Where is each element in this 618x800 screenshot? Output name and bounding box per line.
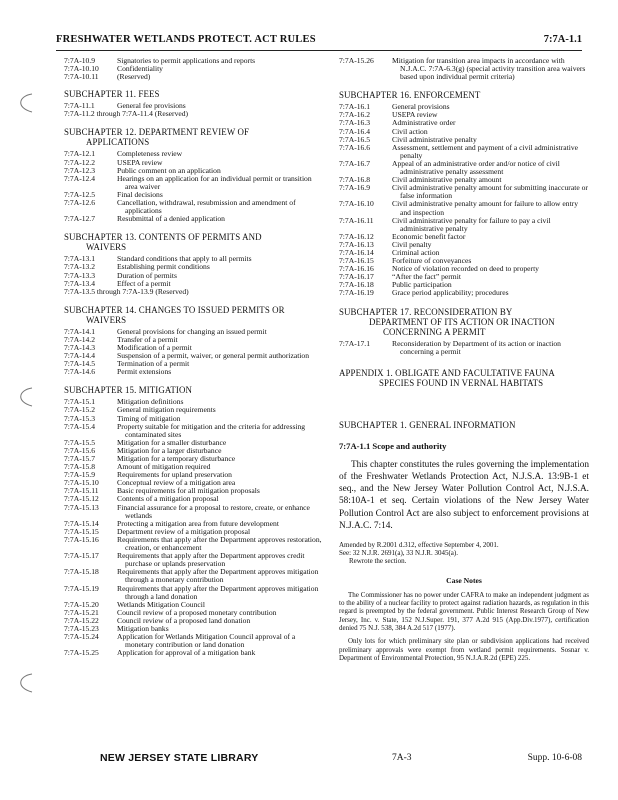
section-title: Council review of a proposed monetary contribution [117,607,277,617]
toc-entry [64,288,322,296]
toc-list [64,255,322,295]
section-title: Assessment, settlement and payment of a civil administrative penalty [392,142,579,160]
case-note: Only lots for which preliminary site plan or subdivision applications had received preliminary approvals were exempt from wetland permit requirements. Sosnar v. Department of Environmental Protection, 95 N.J.A.R.2d (EPE) 225. [339,637,589,662]
section-title: USEPA review [392,110,438,120]
section-title: USEPA review [117,157,163,167]
page-footer [100,752,582,766]
section-title: Public comment on an application [117,165,221,175]
toc-list [64,328,322,377]
section-number: 7:7A-13.3 [64,270,96,280]
toc-entry [339,273,589,281]
section-number: 7:7A-15.16 [64,534,99,544]
section-title: Mitigation banks [117,623,169,633]
section-number: 7:7A-15.24 [64,632,99,642]
section-title: Department review of a mitigation proposal [117,526,251,536]
toc-entry [64,150,322,158]
toc-entry [339,103,589,111]
subchapter-heading: SUBCHAPTER 15. MITIGATION [64,385,192,396]
toc-entry [64,175,322,191]
section-title: Effect of a permit [117,278,171,288]
section-number: 7:7A-16.18 [339,280,374,290]
section-title: Grace period applicability; procedures [392,288,509,298]
section-number: 7:7A-12.1 [64,149,96,159]
toc-entry [64,57,322,65]
section-title: Conceptual review of a mitigation area [117,478,236,488]
toc-entry [339,160,589,176]
section-title: Administrative order [392,118,456,128]
section-number: 7:7A-16.2 [339,110,371,120]
section-number: 7:7A-15.9 [64,470,96,480]
section-number: 7:7A-12.7 [64,214,96,224]
section-number: 7:7A-15.17 [64,551,99,561]
toc-entry [64,272,322,280]
section-number: 7:7A-15.5 [64,437,96,447]
appendix-heading: APPENDIX 1. OBLIGATE AND FACULTATIVE FAUNA SPECIES FOUND IN VERNAL HABITATS [339,367,555,388]
rule-body-text: This chapter constitutes the rules governing the implementation of the Freshwater Wetlands Protection Act, N.J.S.A. 13:9B-1 et seq., and the New Jersey Water Pollution Control Act, N.J.S.A. 58:10A-1 et seq. Certain violations of the New Jersey Water Pollution Control Act are also subject to enforcement provisions at N.J.A.C. 7:14. [339,459,589,531]
section-number: 7:7A-16.17 [339,272,374,282]
toc-list [64,398,322,657]
subchapter-heading: SUBCHAPTER 12. DEPARTMENT REVIEW OF APPLICATIONS [64,127,250,148]
section-title: General provisions [392,102,450,112]
subchapter-heading: SUBCHAPTER 17. RECONSIDERATION BY DEPARTMENT OF ITS ACTION OR INACTION CONCERNING A PERMIT [339,306,555,337]
section-title: Economic benefit factor [392,231,466,241]
section-title: Requirements for upland preservation [117,470,232,480]
toc-entry [64,360,322,368]
toc-entry [64,536,322,552]
toc-entry-text: 7:7A-13.5 through 7:7A-13.9 (Reserved) [64,286,189,296]
section-number: 7:7A-16.7 [339,158,371,168]
section-number: 7:7A-15.19 [64,583,99,593]
section-number: 7:7A-15.13 [64,502,99,512]
section-number: 7:7A-17.1 [339,338,371,348]
section-title: “After the fact” permit [392,272,461,282]
toc-entry [339,217,589,233]
section-title: Application for approval of a mitigation bank [117,648,256,658]
section-title: Duration of permits [117,270,177,280]
section-number: 7:7A-16.15 [339,256,374,266]
section-number: 7:7A-16.13 [339,239,374,249]
section-number: 7:7A-15.6 [64,445,96,455]
section-number: 7:7A-14.4 [64,351,96,361]
section-number: 7:7A-15.11 [64,486,99,496]
toc-entry [64,65,322,73]
section-title: Requirements that apply after the Department approves mitigation through a monetary contribution [117,567,319,585]
section-title: Mitigation for a smaller disturbance [117,437,227,447]
section-title: Termination of a permit [117,359,190,369]
section-number: 7:7A-15.15 [64,526,99,536]
section-number: 7:7A-13.4 [64,278,96,288]
toc-entry [64,368,322,376]
case-note: The Commissioner has no power under CAFRA to make an independent judgment as to the ability of a nuclear facility to protect against radiation hazards, as regulation in this regard is preempted by the federal government. Public Interest Research Group of New Jersey, Inc. v. State, 152 N.J.Super. 191, 377 A.2d 915 (App.Div.1977), certification denied 75 N.J. 538, 384 A.2d 517 (1977). [339,590,589,632]
section-number: 7:7A-15.8 [64,462,96,472]
section-title: Establishing permit conditions [117,262,210,272]
section-title: Completeness review [117,149,183,159]
section-number: 7:7A-15.12 [64,494,99,504]
section-number: 7:7A-16.5 [339,134,371,144]
section-number: 7:7A-16.19 [339,288,374,298]
section-title: Civil administrative penalty amount for failure to allow entry and inspection [392,199,578,217]
section-title: Signatories to permit applications and reports [117,56,256,65]
binder-hole-mark [10,92,36,114]
section-title: Confidentiality [117,64,163,74]
section-number: 7:7A-16.4 [339,126,371,136]
section-number: 7:7A-15.18 [64,567,99,577]
toc-entry [64,585,322,601]
toc-list [339,340,589,356]
section-number: 7:7A-16.16 [339,264,374,274]
section-title: Transfer of a permit [117,334,178,344]
section-title: Civil administrative penalty [392,134,477,144]
section-title: Mitigation definitions [117,397,184,407]
toc-entry [339,289,589,297]
section-title: Basic requirements for all mitigation proposals [117,486,260,496]
toc-entry [64,352,322,360]
section-title: Modification of a permit [117,342,192,352]
section-number: 7:7A-14.6 [64,367,96,377]
toc-entry [64,568,322,584]
section-number: 7:7A-10.10 [64,64,99,74]
section-title: Standard conditions that apply to all permits [117,254,252,264]
section-number: 7:7A-15.23 [64,623,99,633]
section-title: Forfeiture of conveyances [392,256,472,266]
toc-entry [339,265,589,273]
section-number: 7:7A-14.5 [64,359,96,369]
section-number: 7:7A-14.2 [64,334,96,344]
left-column [64,57,322,657]
section-title: Application for Wetlands Mitigation Council approval of a monetary contribution or land donation [117,632,296,650]
rule-heading: 7:7A-1.1 Scope and authority [339,440,447,451]
section-title: Civil administrative penalty for failure to pay a civil administrative penalty [392,215,551,233]
section-number: 7:7A-12.5 [64,189,96,199]
toc-entry [64,110,322,118]
section-title: Permit extensions [117,367,172,377]
section-title: Appeal of an administrative order and/or notice of civil administrative penalty assessment [392,158,560,177]
section-title: Requirements that apply after the Department approves credit purchase or uplands preservation [117,551,305,569]
section-title: General mitigation requirements [117,405,216,415]
binder-hole-mark [10,672,36,694]
section-title: Council review of a proposed land donation [117,615,251,625]
toc-entry [64,406,322,414]
subchapter-heading: SUBCHAPTER 13. CONTENTS OF PERMITS AND WAIVERS [64,232,262,253]
section-title: General fee provisions [117,101,186,111]
subchapter-1-heading: SUBCHAPTER 1. GENERAL INFORMATION [339,419,516,430]
section-number: 7:7A-12.3 [64,165,96,175]
section-title: Wetlands Mitigation Council [117,599,205,609]
section-title: Financial assurance for a proposal to restore, create, or enhance wetlands [117,502,310,520]
toc-entry [64,617,322,625]
toc-entry [64,215,322,223]
toc-entry [64,552,322,568]
see-note: See: 32 N.J.R. 2691(a), 33 N.J.R. 3045(a). [339,549,458,558]
section-number: 7:7A-12.2 [64,157,96,167]
section-title: Suspension of a permit, waiver, or general permit authorization [117,351,310,361]
section-number: 7:7A-13.1 [64,254,96,264]
section-number: 7:7A-14.1 [64,326,96,336]
section-title: Criminal action [392,247,440,257]
toc-entry [64,649,322,657]
subchapter-heading: SUBCHAPTER 11. FEES [64,89,160,100]
section-number: 7:7A-15.22 [64,615,99,625]
section-number: 7:7A-15.2 [64,405,96,415]
section-title: Civil administrative penalty amount [392,175,502,185]
section-number: 7:7A-12.4 [64,173,96,183]
running-header [56,34,582,51]
section-number: 7:7A-16.3 [339,118,371,128]
section-title: Civil action [392,126,428,136]
toc-entry [64,336,322,344]
toc-entry [339,340,589,356]
section-title: Protecting a mitigation area from future development [117,518,279,528]
section-title: Civil administrative penalty amount for submitting inaccurate or false information [392,183,588,201]
section-number: 7:7A-16.10 [339,199,374,209]
section-number: 7:7A-10.9 [64,56,96,65]
toc-entry [339,111,589,119]
section-number: 7:7A-16.9 [339,183,371,193]
section-number: 7:7A-15.14 [64,518,99,528]
section-number: 7:7A-11.1 [64,101,95,111]
section-title: General provisions for changing an issued permit [117,326,267,336]
section-number: 7:7A-15.20 [64,599,99,609]
toc-entry [339,57,589,81]
toc-entry [64,633,322,649]
section-title: Civil penalty [392,239,432,249]
section-title: Property suitable for mitigation and the criteria for addressing contaminated sites [117,421,306,439]
toc-list [339,103,589,297]
toc-entry [64,73,322,81]
toc-list [339,57,589,81]
toc-entry-text: 7:7A-11.2 through 7:7A-11.4 (Reserved) [64,109,189,119]
section-number: 7:7A-15.26 [339,56,374,65]
section-title: Amount of mitigation required [117,462,211,472]
toc-entry [339,144,589,160]
section-number: 7:7A-13.2 [64,262,96,272]
section-title: Notice of violation recorded on deed to property [392,264,539,274]
section-number: 7:7A-16.11 [339,215,374,225]
section-number: 7:7A-16.8 [339,175,371,185]
section-number: 7:7A-16.14 [339,247,374,257]
binder-hole-mark [10,386,36,408]
library-stamp: NEW JERSEY STATE LIBRARY [100,752,259,764]
section-number: 7:7A-10.11 [64,72,99,82]
supplement-date: Supp. 10-6-08 [527,753,582,763]
section-number: 7:7A-15.1 [64,397,96,407]
subchapter-heading: SUBCHAPTER 14. CHANGES TO ISSUED PERMITS OR WAIVERS [64,304,285,325]
section-title: Cancellation, withdrawal, resubmission and amendment of applications [117,198,296,216]
case-notes-heading: Case Notes [446,575,482,585]
toc-list [64,150,322,223]
section-number: 7:7A-16.1 [339,102,371,112]
section-title: Mitigation for a temporary disturbance [117,454,236,463]
section-title: Resubmittal of a denied application [117,214,225,224]
page-number: 7A-3 [392,753,412,763]
section-number: 7:7A-15.7 [64,454,96,463]
section-title: Contents of a mitigation proposal [117,494,219,504]
section-title: Requirements that apply after the Department approves restoration, creation, or enhancement [117,534,322,553]
toc-entry [64,423,322,439]
toc-entry [339,184,589,200]
section-title: Mitigation for a larger disturbance [117,445,222,455]
section-title: Public participation [392,280,452,290]
section-number: 7:7A-14.3 [64,342,96,352]
section-title: Reconsideration by Department of its action or inaction concerning a permit [392,338,561,356]
toc-entry [339,200,589,216]
section-number: 7:7A-15.21 [64,607,99,617]
section-number: 7:7A-16.6 [339,142,371,152]
toc-entry [64,328,322,336]
section-title: Hearings on an application for an individual permit or transition area waiver [117,173,312,191]
section-number: 7:7A-16.12 [339,231,374,241]
section-number: 7:7A-12.6 [64,198,96,208]
toc-entry [64,199,322,215]
section-number: 7:7A-15.10 [64,478,99,488]
section-title: Final decisions [117,189,163,199]
header-section-number: 7:7A-1.1 [543,34,582,45]
toc-entry [64,263,322,271]
toc-entry [339,241,589,249]
section-number: 7:7A-15.25 [64,648,99,658]
toc-entry [339,119,589,127]
section-number: 7:7A-15.4 [64,421,96,431]
toc-entry [339,233,589,241]
section-title: Mitigation for transition area impacts in accordance with N.J.A.C. 7:7A-6.3(g) (special activity transition area waivers based upon individual permit criteria) [392,56,586,82]
section-number: 7:7A-15.3 [64,413,96,423]
section-title: Timing of mitigation [117,413,181,423]
section-title: (Reserved) [117,72,151,82]
toc-entry [64,504,322,520]
subchapter-heading: SUBCHAPTER 16. ENFORCEMENT [339,90,481,101]
rewrote-note: Rewrote the section. [349,557,407,566]
section-title: Requirements that apply after the Department approves mitigation through a land donation [117,583,319,601]
toc-list [64,102,322,118]
header-title: FRESHWATER WETLANDS PROTECT. ACT RULES [56,34,316,45]
toc-list [64,57,322,81]
right-column [339,57,589,667]
amendment-note: Amended by R.2001 d.312, effective September 4, 2001. [339,541,499,550]
